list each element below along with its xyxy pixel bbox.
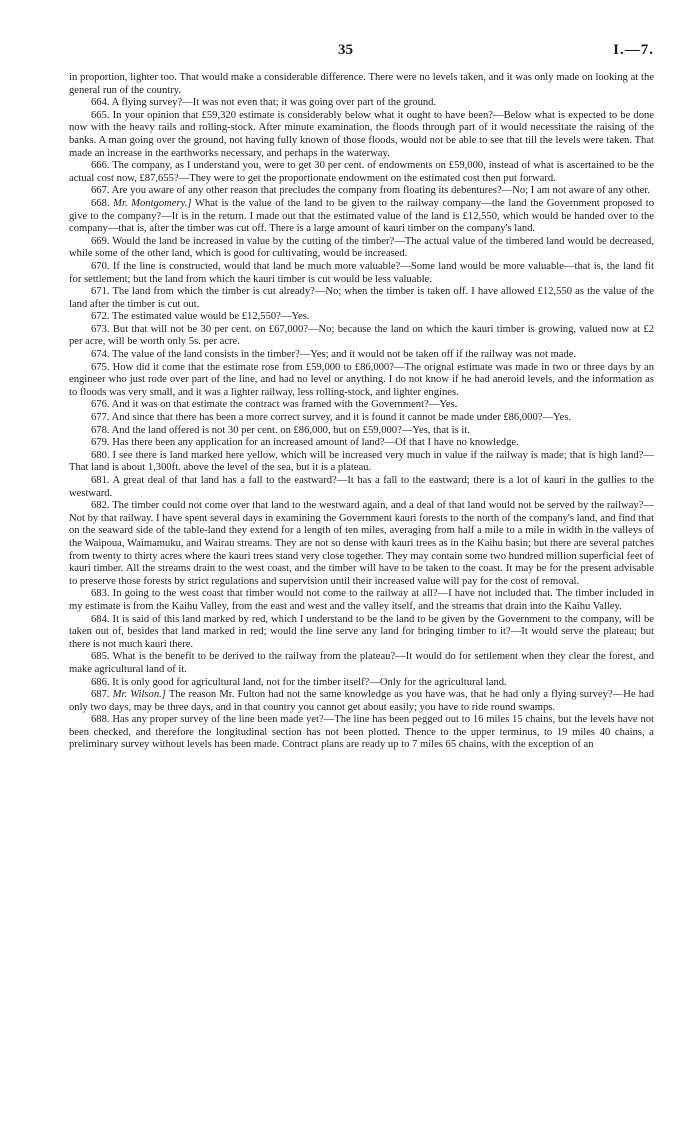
paragraph: 665. In your opinion that £59,320 estimate is considerably below what it ought to have been?—Below what is expected to be done now with the heavy rails and rolling-stock. After minute examination, the floods through part of it would necessitate the raising of the banks. A man going over the ground, not having fully known of those floods, would not be able to see that till the levels were taken. That made an increase in the earthworks necessary, and perhaps in the waterway. [69,109,654,159]
paragraph: 685. What is the benefit to be derived to the railway from the plateau?—It would do for settlement when they clear the forest, and make agricultural land of it. [69,651,654,675]
paragraph: 667. Are you aware of any other reason that precludes the company from floating its debentures?—No; I am not aware of any other. [91,185,650,197]
paragraph: 683. In going to the west coast that timber would not come to the railway at all?—I have not included that. The timber included in my estimate is from the Kaihu Valley, from the east and west and the valley itself, and the streams that drain into the Kaihu Valley. [69,588,654,612]
paragraph [69,198,654,236]
paragraph: 666. The company, as I understand you, were to get 30 per cent. of endowments on £59,000, instead of what is ascertained to be the actual cost now, £87,655?—They were to get the proportionate endowment on the estimated cost then put forward. [69,160,654,184]
page-header [0,42,700,64]
paragraph: 673. But that will not be 30 per cent. on £67,000?—No; because the land on which the kauri timber is growing, valued now at £2 per acre, will be worth only 5s. per acre. [69,323,654,348]
paragraph: 682. The timber could not come over that land to the westward again, and a deal of that land would not be served by the railway?—Not by that railway. I have spent several days in examining the Government kauri forests to the north of the company's land, and find that on the seaward side of the table-land they extend for a length of ten miles, averaging from half a mile to a mile in width in the valleys of the Waipoua, Waimamuku, and Wairau streams. They are not so dense with kauri trees as in the Kaihu basin; but there are several patches from twenty to thirty acres where the kauri trees stand very close together. They may contain some two hundred million superficial feet of kauri timber. All the streams drain to the west coast, and the timber will have to be taken to the coast. It may be for the present advisable to preserve those forests by strict regulations and supervision until their increased value will pay for the cost of removal. [69,500,654,587]
paragraph: 670. If the line is constructed, would that land be much more valuable?—Some land would be more valuable—that is, the land fit for settlement; but the land from which the kauri timber is cut would be less valuable. [69,260,654,285]
paragraph: 678. And the land offered is not 30 per cent. on £86,000, but on £59,000?—Yes, that is it. [91,424,470,436]
paragraph: 675. How did it come that the estimate rose from £59,000 to £86,000?—The orignal estimate was made in two or three days by an engineer who just rode over part of the line, and had no level or anything. I do not know if he had aneroid levels, and the information as to floods was very small, and it was a lighter railway, less rolling-stock, and lighter engines. [69,361,654,398]
paragraph: 676. And it was on that estimate the contract was framed with the Government?—Yes. [91,399,458,411]
page-number: 35 [338,42,353,58]
paragraph: 672. The estimated value would be £12,550?—Yes. [91,311,310,323]
paragraph [69,689,654,714]
paragraph: 680. I see there is land marked here yellow, which will be increased very much in value if the railway is made; that is high land?—That land is about 1,300ft. above the level of the sea, but it is a plateau. [69,449,654,474]
paragraph-text: The reason Mr. Fulton had not the same knowledge as you have was, that he had only a flying survey?—He had only two days, may be three days, and in that country you cannot get about easily; you have to ride round swamps. [69,689,654,713]
paragraph: 688. Has any proper survey of the line been made yet?—The line has been pegged out to 16 miles 15 chains, but the levels have not been checked, and therefore the longitudinal section has not been plotted. Thence to the upper terminus, to 19 miles 40 chains, a preliminary survey without levels has been made. Contract plans are ready up to 7 miles 65 chains, with the exception of an [69,714,654,751]
question-number: 687. [91,689,110,701]
paragraph: 686. It is only good for agricultural land, not for the timber itself?—Only for the agricultural land. [91,676,507,688]
paragraph: 664. A flying survey?—It was not even that; it was going over part of the ground. [91,97,437,109]
speaker-name: Mr. Wilson.] [112,689,166,701]
paragraph: 681. A great deal of that land has a fall to the eastward?—It has a fall to the eastward; there is a lot of kauri in the gullies to the westward. [69,475,654,499]
document-reference: I.—7. [613,42,654,58]
evidence-text [69,72,654,752]
paragraph: 674. The value of the land consists in the timber?—Yes; and it would not be taken off if the railway was not made. [91,349,577,361]
paragraph: 669. Would the land be increased in value by the cutting of the timber?—The actual value of the timbered land would be decreased, while some of the other land, which is good for cultivating, would be increased. [69,235,654,260]
paragraph: 684. It is said of this land marked by red, which I understand to be the land to be given by the Government to the company, will be taken out of, besides that land marked in red; would the line serve any land for bringing timber to it?—It would serve the plateau; but there is not much kauri there. [69,613,654,650]
question-number: 668. [91,197,110,209]
paragraph: 671. The land from which the timber is cut already?—No; when the timber is taken off. I have allowed £12,550 as the value of the land after the timber is cut out. [69,286,654,310]
speaker-name: Mr. Montgomery.] [113,197,192,209]
paragraph: 677. And since that there has been a more correct survey, and it is found it cannot be made under £86,000?—Yes. [91,412,572,424]
paragraph: in proportion, lighter too. That would make a considerable difference. There were no levels taken, and it was only made on looking at the general run of the country. [69,72,654,96]
paragraph: 679. Has there been any application for an increased amount of land?—Of that I have no knowledge. [91,437,519,449]
paragraph-text: What is the value of the land to be given to the railway company—the land the Government proposed to give to the company?—It is in the return. I made out that the estimated value of the land is £12,550, which would be handed over to the company—that is, after the timber was cut off. There is a large amount of kauri timber on the company's land. [69,197,654,235]
